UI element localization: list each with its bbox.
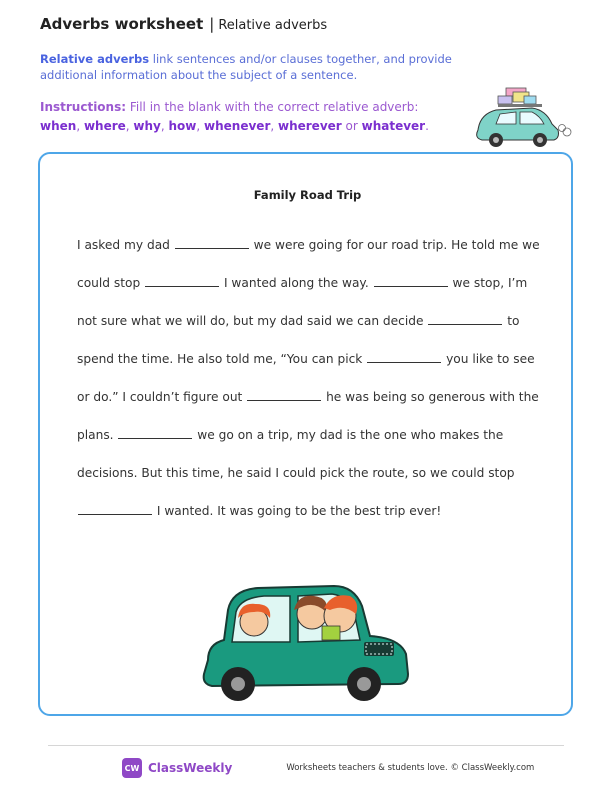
story-text: plans. <box>77 428 118 442</box>
story-text: we go on a trip, my dad is the one who makes the <box>193 428 504 442</box>
answer-blank[interactable] <box>247 390 321 401</box>
story-text: I wanted. It was going to be the best trip ever! <box>153 504 442 518</box>
word-separator: , <box>76 119 84 133</box>
story-text: you like to see <box>442 352 535 366</box>
story-text: I asked my dad <box>77 238 174 252</box>
answer-blank[interactable] <box>118 428 192 439</box>
intro-term: Relative adverbs <box>40 52 150 66</box>
story-text: we stop, I’m <box>448 276 528 290</box>
story-text: or do.” I couldn’t figure out <box>77 390 247 404</box>
story-title: Family Road Trip <box>253 188 362 202</box>
instructions <box>40 98 460 136</box>
word-or: or <box>341 119 362 133</box>
story-text: to <box>503 314 520 328</box>
answer-blank[interactable] <box>175 238 249 249</box>
story-text: not sure what we will do, but my dad said we can decide <box>77 314 428 328</box>
footer <box>122 758 534 778</box>
story-text: I wanted along the way. <box>220 276 373 290</box>
instructions-lead: Instructions: <box>40 100 127 114</box>
adverb-how: how <box>168 119 197 133</box>
adverb-when: when <box>40 119 77 133</box>
instructions-end: . <box>425 119 429 133</box>
worksheet-title: Adverbs worksheet <box>40 15 204 33</box>
story-line <box>77 492 547 530</box>
word-separator: , <box>160 119 169 133</box>
intro-definition <box>40 51 460 83</box>
adverb-where: where <box>83 119 126 133</box>
word-separator: , <box>196 119 205 133</box>
classweekly-logo: CW <box>122 758 142 778</box>
story-line <box>77 340 547 378</box>
word-separator: , <box>270 119 278 133</box>
adverb-whenever: whenever <box>204 119 271 133</box>
answer-blank[interactable] <box>374 276 448 287</box>
story-text: spend the time. He also told me, “You can pick <box>77 352 367 366</box>
story-line <box>77 302 547 340</box>
story-text: we were going for our road trip. He told me we <box>249 238 540 252</box>
footer-divider <box>48 745 564 746</box>
small-car-luggage-illustration <box>468 84 572 154</box>
story-line <box>77 378 547 416</box>
answer-blank[interactable] <box>145 276 219 287</box>
answer-blank[interactable] <box>367 352 441 363</box>
story-passage <box>77 226 547 530</box>
story-text: could stop <box>77 276 145 290</box>
instructions-text: Fill in the blank with the correct relative adverb: <box>126 100 419 114</box>
adverb-whatever: whatever <box>361 119 426 133</box>
worksheet-header <box>40 14 327 33</box>
header-separator: | <box>209 15 215 33</box>
brand-name: ClassWeekly <box>148 761 233 775</box>
intro-text: link sentences and/or clauses together, and provide additional information about the subject of a sentence. <box>40 52 452 82</box>
story-line <box>77 416 547 454</box>
adverb-why: why <box>133 119 161 133</box>
story-line <box>77 226 547 264</box>
worksheet-subtitle: Relative adverbs <box>218 18 328 33</box>
answer-blank[interactable] <box>428 314 502 325</box>
story-text: he was being so generous with the <box>322 390 539 404</box>
adverb-wherever: wherever <box>278 119 342 133</box>
answer-blank[interactable] <box>78 504 152 515</box>
footer-tagline: Worksheets teachers & students love. © ClassWeekly.com <box>286 763 535 773</box>
story-line <box>77 264 547 302</box>
story-text: decisions. But this time, he said I could pick the route, so we could stop <box>77 466 515 480</box>
word-separator: , <box>125 119 134 133</box>
family-car-illustration <box>194 570 416 710</box>
story-line <box>77 454 547 492</box>
